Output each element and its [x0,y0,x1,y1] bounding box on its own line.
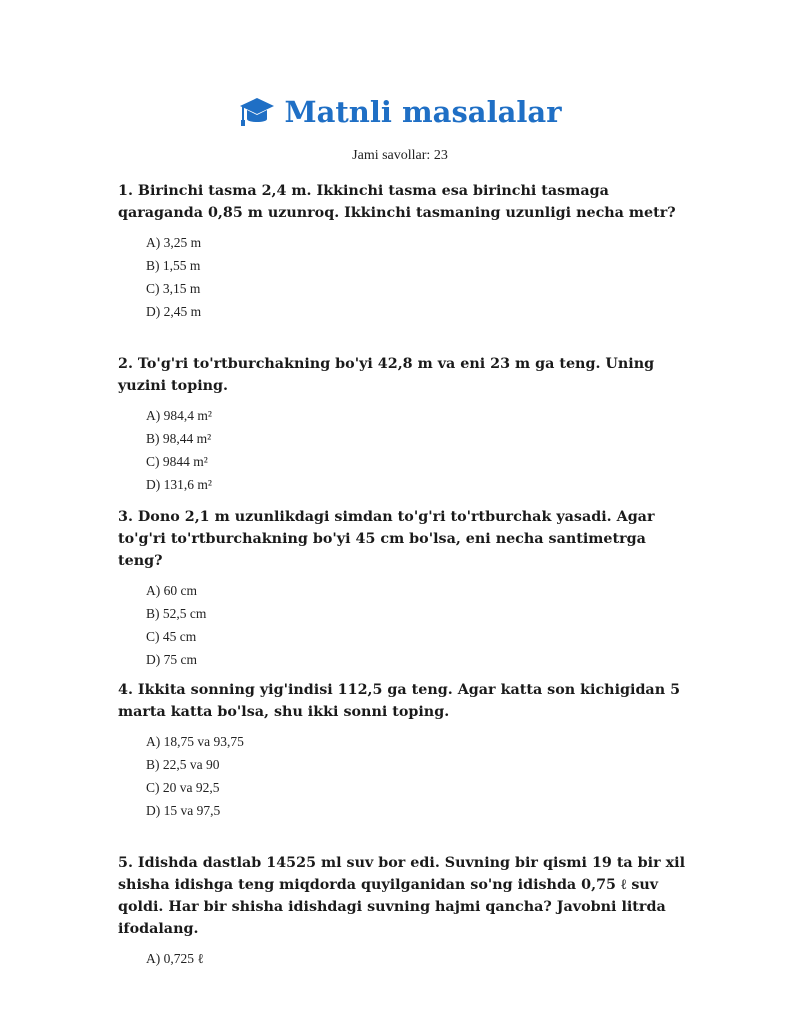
graduation-cap-icon [239,95,275,129]
option-list [118,231,693,323]
option-a: A) 3,25 m [146,235,202,250]
option-d: D) 75 cm [146,652,197,667]
option-d: D) 2,45 m [146,304,202,319]
option-list [118,947,693,970]
option-a: A) 60 cm [146,583,197,598]
option-list [118,404,693,496]
question-3 [118,506,693,671]
option-a: A) 18,75 va 93,75 [146,734,244,749]
option-list [118,730,693,822]
question-5 [118,852,693,970]
question-text: 4. Ikkita sonning yig'indisi 112,5 ga teng. Agar katta son kichigidan 5 marta katta bo'lsa, shu ikki sonni toping. [118,682,681,720]
question-1 [118,180,693,323]
option-a: A) 984,4 m² [146,408,212,423]
question-text: 5. Idishda dastlab 14525 ml suv bor edi. Suvning bir qismi 19 ta bir xil shisha idishga teng miqdorda quyilganidan so'ng idishda 0,75 ℓ suv qoldi. Har bir shisha idishdagi suvning hajmi qancha? Javobni litrda ifodalang. [118,855,685,937]
question-text: 1. Birinchi tasma 2,4 m. Ikkinchi tasma esa birinchi tasmaga qaraganda 0,85 m uzunroq. Ikkinchi tasmaning uzunligi necha metr? [118,183,676,221]
question-2 [118,353,693,496]
question-4 [118,679,693,822]
option-b: B) 52,5 cm [146,606,207,621]
question-text: 2. To'g'ri to'rtburchakning bo'yi 42,8 m va eni 23 m ga teng. Uning yuzini toping. [118,356,655,394]
page-title [239,92,562,132]
option-d: D) 15 va 97,5 [146,803,221,818]
option-b: B) 98,44 m² [146,431,212,446]
header [0,92,800,133]
option-d: D) 131,6 m² [146,477,212,492]
option-c: C) 20 va 92,5 [146,780,220,795]
question-text: 3. Dono 2,1 m uzunlikdagi simdan to'g'ri to'rtburchak yasadi. Agar to'g'ri to'rtburchakning bo'yi 45 cm bo'lsa, eni necha santimetrga teng? [118,509,655,569]
option-b: B) 1,55 m [146,258,201,273]
option-c: C) 3,15 m [146,281,201,296]
option-c: C) 45 cm [146,629,197,644]
total-questions: Jami savollar: 23 [352,148,448,163]
option-c: C) 9844 m² [146,454,208,469]
option-list [118,579,693,671]
option-b: B) 22,5 va 90 [146,757,220,772]
page-title-text: Matnli masalalar [284,95,562,129]
option-a: A) 0,725 ℓ [146,951,204,966]
